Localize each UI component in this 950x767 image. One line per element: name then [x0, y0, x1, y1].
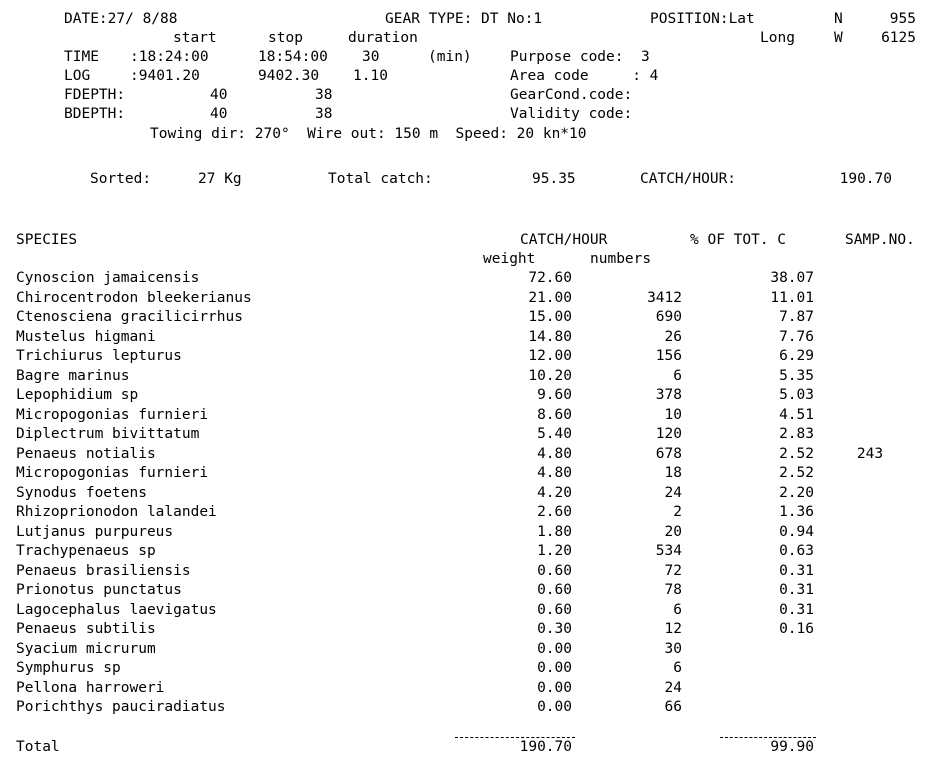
percent-value: 0.16 [779, 621, 814, 637]
weight-value: 12.00 [528, 348, 572, 364]
percent-value: 11.01 [770, 290, 814, 306]
species-name: Penaeus subtilis [16, 621, 156, 637]
weight-value: 0.30 [537, 621, 572, 637]
numbers-value: 24 [664, 680, 682, 696]
percent-value: 7.87 [779, 309, 814, 325]
log-label: LOG [64, 68, 91, 84]
weight-value: 14.80 [528, 329, 572, 345]
weight-value: 0.00 [537, 641, 572, 657]
weight-value: 5.40 [537, 426, 572, 442]
time-label: TIME [64, 49, 99, 65]
weight-value: 1.80 [537, 524, 572, 540]
numbers-value: 72 [664, 563, 682, 579]
percent-value: 2.52 [779, 446, 814, 462]
percent-value: 7.76 [779, 329, 814, 345]
numbers-value: 156 [655, 348, 682, 364]
col-duration-header: duration [348, 30, 418, 46]
weight-value: 1.20 [537, 543, 572, 559]
gearcond-code: GearCond.code: [510, 87, 633, 103]
species-name: Rhizoprionodon lalandei [16, 504, 217, 520]
catch-column-header: CATCH/HOUR [520, 232, 608, 248]
pct-total-rule [720, 737, 816, 738]
numbers-value: 66 [664, 699, 682, 715]
weight-value: 72.60 [528, 270, 572, 286]
percent-value: 0.31 [779, 602, 814, 618]
numbers-value: 6 [673, 660, 682, 676]
weight-value: 0.00 [537, 699, 572, 715]
percent-value: 0.63 [779, 543, 814, 559]
weight-value: 4.80 [537, 465, 572, 481]
species-name: Trichiurus lepturus [16, 348, 182, 364]
percent-value: 6.29 [779, 348, 814, 364]
lat-direction: N [834, 11, 843, 27]
species-name: Lepophidium sp [16, 387, 139, 403]
gear-type-field: GEAR TYPE: DT No:1 [385, 11, 543, 27]
total-weight: 190.70 [519, 739, 572, 755]
weight-value: 4.80 [537, 446, 572, 462]
fdepth-start: 40 [210, 87, 228, 103]
percent-value: 5.03 [779, 387, 814, 403]
numbers-value: 534 [655, 543, 682, 559]
percent-value: 38.07 [770, 270, 814, 286]
species-name: Cynoscion jamaicensis [16, 270, 200, 286]
time-unit: (min) [428, 49, 472, 65]
numbers-value: 26 [664, 329, 682, 345]
numbers-value: 12 [664, 621, 682, 637]
species-name: Penaeus notialis [16, 446, 156, 462]
percent-value: 4.51 [779, 407, 814, 423]
fdepth-stop: 38 [315, 87, 333, 103]
species-name: Pellona harroweri [16, 680, 165, 696]
numbers-value: 3412 [647, 290, 682, 306]
log-stop: 9402.30 [258, 68, 320, 84]
percent-value: 1.36 [779, 504, 814, 520]
species-name: Mustelus higmani [16, 329, 156, 345]
lat-value: 955 [889, 11, 916, 27]
numbers-value: 18 [664, 465, 682, 481]
samp-column-header: SAMP.NO. [845, 232, 915, 248]
bdepth-label: BDEPTH: [64, 106, 126, 122]
total-label: Total [16, 739, 60, 755]
species-name: Synodus foetens [16, 485, 147, 501]
species-name: Syacium micrurum [16, 641, 156, 657]
species-column-header: SPECIES [16, 232, 78, 248]
percent-value: 0.31 [779, 563, 814, 579]
sorted-label: Sorted: [90, 171, 152, 187]
col-start-header: start [173, 30, 217, 46]
species-name: Diplectrum bivittatum [16, 426, 200, 442]
pct-column-header: % OF TOT. C [690, 232, 787, 248]
col-stop-header: stop [268, 30, 303, 46]
sorted-value: 27 Kg [198, 171, 242, 187]
weight-value: 9.60 [537, 387, 572, 403]
bdepth-start: 40 [210, 106, 228, 122]
species-name: Micropogonias furnieri [16, 465, 209, 481]
time-duration: 30 [362, 49, 380, 65]
long-label: Long [760, 30, 795, 46]
total-catch-value: 95.35 [532, 171, 576, 187]
numbers-value: 78 [664, 582, 682, 598]
weight-value: 10.20 [528, 368, 572, 384]
species-name: Micropogonias furnieri [16, 407, 209, 423]
species-name: Lagocephalus laevigatus [16, 602, 217, 618]
weight-value: 0.60 [537, 582, 572, 598]
species-name: Chirocentrodon bleekerianus [16, 290, 252, 306]
date-field: DATE:27/ 8/88 [64, 11, 178, 27]
percent-value: 2.83 [779, 426, 814, 442]
towing-info: Towing dir: 270° Wire out: 150 m Speed: 20 kn*10 [150, 126, 587, 142]
numbers-value: 10 [664, 407, 682, 423]
weight-value: 0.60 [537, 602, 572, 618]
species-name: Trachypenaeus sp [16, 543, 156, 559]
numbers-value: 120 [655, 426, 682, 442]
numbers-value: 30 [664, 641, 682, 657]
species-name: Porichthys pauciradiatus [16, 699, 226, 715]
time-stop: 18:54:00 [258, 49, 328, 65]
weight-value: 21.00 [528, 290, 572, 306]
species-name: Bagre marinus [16, 368, 130, 384]
area-code: Area code : 4 [510, 68, 659, 84]
percent-value: 0.94 [779, 524, 814, 540]
species-name: Ctenosciena gracilicirrhus [16, 309, 243, 325]
species-name: Penaeus brasiliensis [16, 563, 191, 579]
percent-value: 0.31 [779, 582, 814, 598]
fdepth-label: FDEPTH: [64, 87, 126, 103]
weight-value: 4.20 [537, 485, 572, 501]
weight-subheader: weight [483, 251, 536, 267]
numbers-value: 678 [655, 446, 682, 462]
total-catch-label: Total catch: [328, 171, 433, 187]
species-name: Prionotus punctatus [16, 582, 182, 598]
numbers-subheader: numbers [590, 251, 652, 267]
percent-value: 5.35 [779, 368, 814, 384]
weight-value: 8.60 [537, 407, 572, 423]
sample-number: 243 [856, 446, 884, 462]
long-value: 6125 [881, 30, 916, 46]
total-percent: 99.90 [770, 739, 814, 755]
numbers-value: 6 [673, 368, 682, 384]
log-duration: 1.10 [353, 68, 388, 84]
weight-value: 0.00 [537, 680, 572, 696]
species-name: Symphurus sp [16, 660, 121, 676]
bdepth-stop: 38 [315, 106, 333, 122]
numbers-value: 20 [664, 524, 682, 540]
position-label: POSITION:Lat [650, 11, 755, 27]
weight-value: 2.60 [537, 504, 572, 520]
weight-value: 0.60 [537, 563, 572, 579]
numbers-value: 24 [664, 485, 682, 501]
numbers-value: 2 [673, 504, 682, 520]
percent-value: 2.52 [779, 465, 814, 481]
numbers-value: 690 [655, 309, 682, 325]
validity-code: Validity code: [510, 106, 633, 122]
long-direction: W [834, 30, 843, 46]
weight-value: 15.00 [528, 309, 572, 325]
catch-per-hour-label: CATCH/HOUR: [640, 171, 737, 187]
log-start: :9401.20 [130, 68, 200, 84]
weight-value: 0.00 [537, 660, 572, 676]
time-start: :18:24:00 [130, 49, 209, 65]
numbers-value: 6 [673, 602, 682, 618]
weight-total-rule [455, 737, 575, 738]
purpose-code: Purpose code: 3 [510, 49, 650, 65]
catch-per-hour-value: 190.70 [839, 171, 892, 187]
percent-value: 2.20 [779, 485, 814, 501]
species-name: Lutjanus purpureus [16, 524, 174, 540]
numbers-value: 378 [655, 387, 682, 403]
